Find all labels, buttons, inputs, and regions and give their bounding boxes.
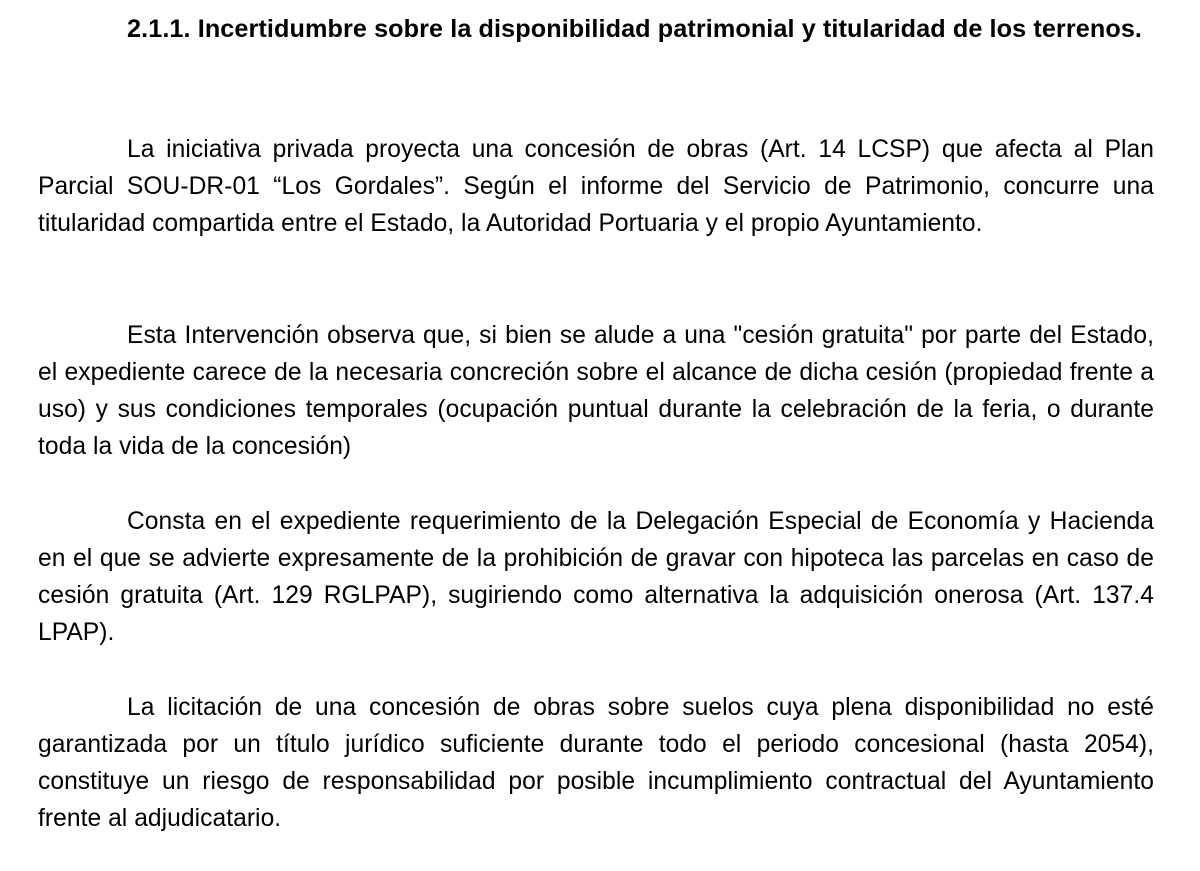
paragraph-liability-risk: La licitación de una concesión de obras sobre suelos cuya plena disponibilidad no esté garantizada por un título jurídico suficiente durante todo el periodo concesional (hasta 2054), constituye un riesgo de responsabilidad por posible incumplimiento contractual del Ayuntamiento frente al adjudicatario. [38, 694, 1154, 832]
paragraph-delegation-requirement: Consta en el expediente requerimiento de la Delegación Especial de Economía y Hacienda en el que se advierte expresamente de la prohibición de gravar con hipoteca las parcelas en caso de cesión gratuita (Art. 129 RGLPAP), sugiriendo como alternativa la adquisición onerosa (Art. 137.4 LPAP). [38, 508, 1154, 646]
paragraph-intervention-observation: Esta Intervención observa que, si bien se alude a una "cesión gratuita" por parte del Estado, el expediente carece de la necesaria concreción sobre el alcance de dicha cesión (propiedad frente a uso) y sus condiciones temporales (ocupación puntual durante la celebración de la feria, o durante toda la vida de la concesión) [38, 322, 1154, 460]
section-heading: 2.1.1. Incertidumbre sobre la disponibilidad patrimonial y titularidad de los terrenos. [127, 15, 1143, 43]
document-page [38, 0, 1154, 871]
paragraph-concession-scope: La iniciativa privada proyecta una concesión de obras (Art. 14 LCSP) que afecta al Plan Parcial SOU-DR-01 “Los Gordales”. Según el informe del Servicio de Patrimonio, concurre una titularidad compartida entre el Estado, la Autoridad Portuaria y el propio Ayuntamiento. [38, 136, 1154, 237]
